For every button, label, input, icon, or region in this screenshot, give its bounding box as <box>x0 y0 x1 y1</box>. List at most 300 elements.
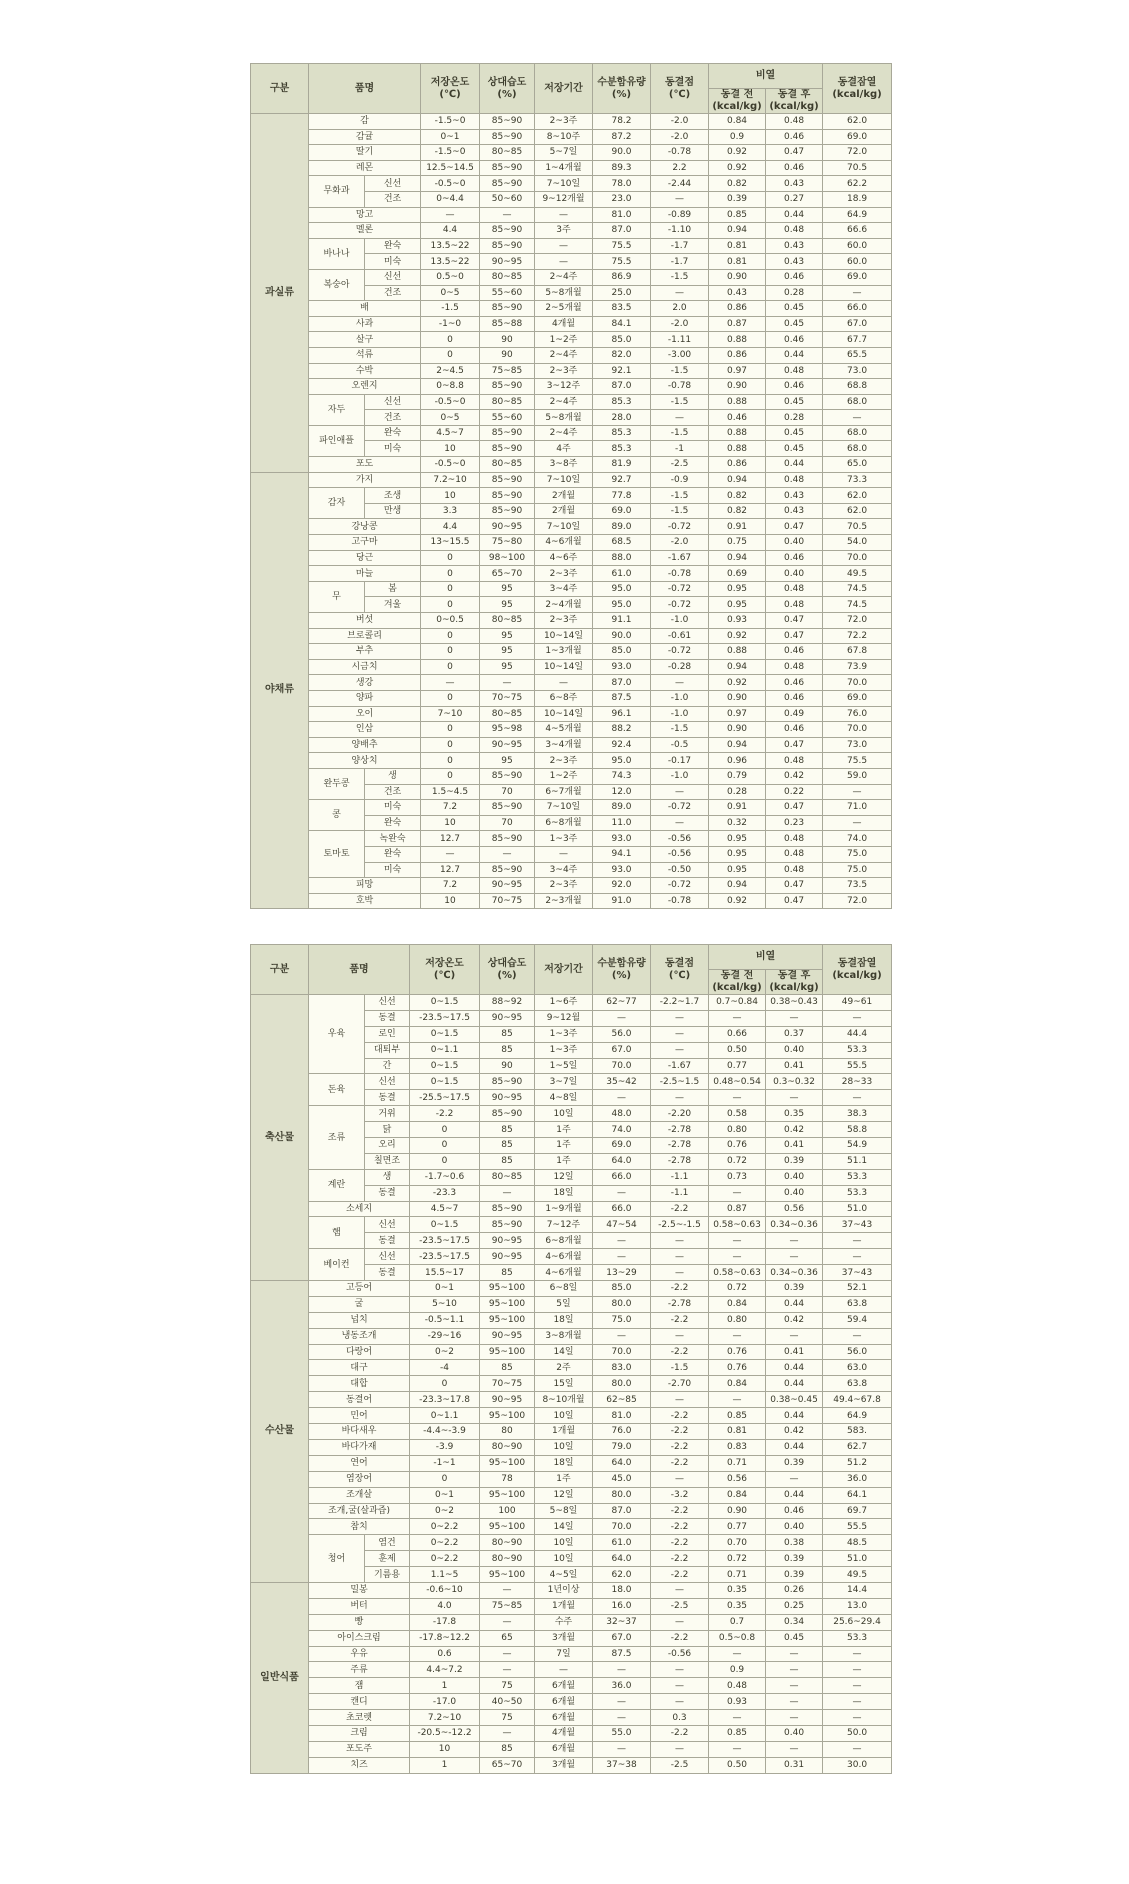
storage-period: 2~5개월 <box>535 301 593 317</box>
freezing-point: — <box>651 1662 709 1678</box>
storage-temp: -0.5~0 <box>421 176 480 192</box>
storage-period: 1주 <box>535 1122 593 1138</box>
storage-period: 6~8일 <box>535 1281 593 1297</box>
latent-heat: 37~43 <box>823 1265 892 1281</box>
water-content: 90.0 <box>593 628 651 644</box>
relative-humidity: 90 <box>480 347 535 363</box>
relative-humidity: 75 <box>480 1710 535 1726</box>
relative-humidity: 85~90 <box>480 768 535 784</box>
storage-period: 7일 <box>535 1646 593 1662</box>
item-name: 수박 <box>309 363 421 379</box>
storage-period: 3~4개월 <box>535 737 593 753</box>
freezing-point: -2.2 <box>651 1630 709 1646</box>
water-content: — <box>593 1741 651 1757</box>
latent-heat: 38.3 <box>823 1106 892 1122</box>
storage-temp: -2.2 <box>410 1106 480 1122</box>
latent-heat: 59.4 <box>823 1312 892 1328</box>
table-row <box>251 675 892 691</box>
latent-heat: 68.0 <box>823 425 892 441</box>
item-subtype: 미숙 <box>365 441 421 457</box>
specific-heat-after: 0.41 <box>766 1138 823 1154</box>
specific-heat-after: 0.40 <box>766 1185 823 1201</box>
table-row <box>251 800 892 816</box>
latent-heat: 58.8 <box>823 1122 892 1138</box>
water-content: 95.0 <box>593 753 651 769</box>
freezing-point: -1.5 <box>651 363 709 379</box>
specific-heat-after: 0.45 <box>766 1630 823 1646</box>
freezing-point: -0.9 <box>651 472 709 488</box>
specific-heat-after: 0.38~0.45 <box>766 1392 823 1408</box>
table-row <box>251 1662 892 1678</box>
water-content: 45.0 <box>593 1471 651 1487</box>
relative-humidity: 90~95 <box>480 1249 535 1265</box>
water-content: 85.3 <box>593 394 651 410</box>
water-content: 56.0 <box>593 1026 651 1042</box>
water-content: 55.0 <box>593 1725 651 1741</box>
relative-humidity: 85~90 <box>480 425 535 441</box>
latent-heat: 72.0 <box>823 893 892 909</box>
storage-period: 1~3주 <box>535 1026 593 1042</box>
specific-heat-before: 0.56 <box>709 1471 766 1487</box>
item-name: 멜론 <box>309 223 421 239</box>
specific-heat-after: — <box>766 1678 823 1694</box>
specific-heat-before: 0.86 <box>709 347 766 363</box>
specific-heat-before: 0.66 <box>709 1026 766 1042</box>
specific-heat-before: 0.48 <box>709 1678 766 1694</box>
specific-heat-before: 0.43 <box>709 285 766 301</box>
latent-heat: 51.2 <box>823 1455 892 1471</box>
item-subtype: 신선 <box>365 1249 410 1265</box>
specific-heat-before: 0.77 <box>709 1058 766 1074</box>
storage-period: 3~4주 <box>535 862 593 878</box>
storage-period: 1~6주 <box>535 995 593 1011</box>
storage-temp: 12.7 <box>421 862 480 878</box>
table-row <box>251 363 892 379</box>
table-row <box>251 472 892 488</box>
storage-period: — <box>535 675 593 691</box>
storage-temp: 0 <box>421 722 480 738</box>
latent-heat: 62.2 <box>823 176 892 192</box>
table-row <box>251 1503 892 1519</box>
storage-temp: 0 <box>421 347 480 363</box>
storage-temp: -23.5~17.5 <box>410 1233 480 1249</box>
table-row <box>251 457 892 473</box>
specific-heat-before: 0.76 <box>709 1360 766 1376</box>
freezing-point: -2.0 <box>651 535 709 551</box>
latent-heat: — <box>823 1662 892 1678</box>
item-subtype: 건조 <box>365 191 421 207</box>
storage-temp: 12.7 <box>421 831 480 847</box>
freezing-point: -0.78 <box>651 893 709 909</box>
relative-humidity: 95~100 <box>480 1408 535 1424</box>
water-content: 77.8 <box>593 488 651 504</box>
item-name: 딸기 <box>309 145 421 161</box>
specific-heat-before: 0.84 <box>709 114 766 130</box>
item-name: 마늘 <box>309 566 421 582</box>
storage-period: 2~3주 <box>535 114 593 130</box>
item-name: 잼 <box>309 1678 410 1694</box>
specific-heat-after: 0.47 <box>766 737 823 753</box>
relative-humidity: 100 <box>480 1503 535 1519</box>
table-row <box>251 1710 892 1726</box>
latent-heat: 69.0 <box>823 690 892 706</box>
item-name: 오렌지 <box>309 379 421 395</box>
storage-period: 1~2주 <box>535 768 593 784</box>
freezing-point: -1.67 <box>651 1058 709 1074</box>
latent-heat: 583. <box>823 1424 892 1440</box>
storage-period: 3~8개월 <box>535 1328 593 1344</box>
item-name: 아이스크림 <box>309 1630 410 1646</box>
latent-heat: 13.0 <box>823 1598 892 1614</box>
table-row <box>251 1169 892 1185</box>
specific-heat-after: — <box>766 1694 823 1710</box>
specific-heat-after: 0.44 <box>766 207 823 223</box>
freezing-point: -1.5 <box>651 425 709 441</box>
category-label: 수산물 <box>251 1281 309 1583</box>
specific-heat-after: — <box>766 1662 823 1678</box>
freezing-point: -1.1 <box>651 1185 709 1201</box>
water-content: 89.0 <box>593 800 651 816</box>
latent-heat: 67.7 <box>823 332 892 348</box>
storage-period: 18일 <box>535 1185 593 1201</box>
latent-heat: 59.0 <box>823 768 892 784</box>
relative-humidity: 85~90 <box>480 800 535 816</box>
storage-period: 14일 <box>535 1519 593 1535</box>
relative-humidity: 85~90 <box>480 1201 535 1217</box>
specific-heat-before: 0.96 <box>709 753 766 769</box>
item-subtype: 만생 <box>365 503 421 519</box>
water-content: 12.0 <box>593 784 651 800</box>
storage-period: — <box>535 1662 593 1678</box>
storage-temp: 7.2~10 <box>410 1710 480 1726</box>
item-name: 치즈 <box>309 1757 410 1773</box>
relative-humidity: — <box>480 1582 535 1598</box>
freezing-point: -2.2 <box>651 1408 709 1424</box>
relative-humidity: 85~90 <box>480 862 535 878</box>
specific-heat-after: 0.44 <box>766 1376 823 1392</box>
water-content: 67.0 <box>593 1630 651 1646</box>
relative-humidity: 85 <box>480 1026 535 1042</box>
freezing-point: -0.56 <box>651 846 709 862</box>
water-content: 94.1 <box>593 846 651 862</box>
item-name: 청어 <box>309 1535 365 1583</box>
water-content: 87.5 <box>593 1646 651 1662</box>
relative-humidity: 80~90 <box>480 1535 535 1551</box>
specific-heat-after: 0.45 <box>766 394 823 410</box>
relative-humidity: 78 <box>480 1471 535 1487</box>
latent-heat: 73.0 <box>823 737 892 753</box>
water-content: — <box>593 1662 651 1678</box>
freezing-point: -2.78 <box>651 1122 709 1138</box>
specific-heat-before: 0.85 <box>709 1725 766 1741</box>
specific-heat-before: 0.87 <box>709 316 766 332</box>
specific-heat-before: 0.58~0.63 <box>709 1265 766 1281</box>
storage-period: 2~4주 <box>535 394 593 410</box>
header-after-freeze: 동결 후 (kcal/kg) <box>766 89 823 114</box>
freezing-point: -0.78 <box>651 566 709 582</box>
freezing-point: -1.67 <box>651 550 709 566</box>
specific-heat-after: 0.46 <box>766 550 823 566</box>
specific-heat-after: 0.47 <box>766 893 823 909</box>
storage-period: 2~4개월 <box>535 597 593 613</box>
relative-humidity: 70 <box>480 815 535 831</box>
latent-heat: 72.0 <box>823 613 892 629</box>
table-row <box>251 1487 892 1503</box>
item-name: 돈육 <box>309 1074 365 1106</box>
specific-heat-after: — <box>766 1090 823 1106</box>
specific-heat-after: 0.46 <box>766 160 823 176</box>
item-subtype: 신선 <box>365 1074 410 1090</box>
specific-heat-after: 0.23 <box>766 815 823 831</box>
freezing-point: -0.72 <box>651 878 709 894</box>
latent-heat: 60.0 <box>823 254 892 270</box>
table-row <box>251 566 892 582</box>
specific-heat-before: 0.92 <box>709 893 766 909</box>
item-subtype: 건조 <box>365 285 421 301</box>
item-name: 바나나 <box>309 238 365 269</box>
relative-humidity: 85~90 <box>480 176 535 192</box>
specific-heat-before: 0.84 <box>709 1376 766 1392</box>
specific-heat-after: 0.37 <box>766 1026 823 1042</box>
specific-heat-after: 0.40 <box>766 1169 823 1185</box>
item-name: 바다가재 <box>309 1439 410 1455</box>
item-subtype: 미숙 <box>365 862 421 878</box>
storage-temp: -1~1 <box>410 1455 480 1471</box>
item-subtype: 신선 <box>365 394 421 410</box>
water-content: 80.0 <box>593 1296 651 1312</box>
specific-heat-after: 0.42 <box>766 768 823 784</box>
freezing-point: -1.11 <box>651 332 709 348</box>
freezing-point: -2.2 <box>651 1567 709 1583</box>
storage-period: 10일 <box>535 1535 593 1551</box>
relative-humidity: 55~60 <box>480 285 535 301</box>
table-row <box>251 1646 892 1662</box>
header-water: 수분함유량 (%) <box>593 945 651 995</box>
specific-heat-after: 0.41 <box>766 1058 823 1074</box>
relative-humidity: 95~100 <box>480 1519 535 1535</box>
storage-period: 6~8주 <box>535 690 593 706</box>
latent-heat: 63.8 <box>823 1296 892 1312</box>
water-content: 85.0 <box>593 1281 651 1297</box>
latent-heat: 73.9 <box>823 659 892 675</box>
specific-heat-after: 0.43 <box>766 503 823 519</box>
storage-period: 2~3주 <box>535 878 593 894</box>
storage-period: 3~4주 <box>535 581 593 597</box>
water-content: 75.5 <box>593 254 651 270</box>
item-name: 민어 <box>309 1408 410 1424</box>
specific-heat-after: 0.28 <box>766 285 823 301</box>
storage-temp: 0~1.5 <box>410 1217 480 1233</box>
storage-temp: 0~2.2 <box>410 1519 480 1535</box>
item-subtype: 생 <box>365 1169 410 1185</box>
freezing-point: -1.7 <box>651 238 709 254</box>
table-row <box>251 1360 892 1376</box>
specific-heat-after: 0.43 <box>766 488 823 504</box>
header-category: 구분 <box>251 945 309 995</box>
water-content: 37~38 <box>593 1757 651 1773</box>
freezing-point: -0.78 <box>651 145 709 161</box>
freezing-point: -2.2~1.7 <box>651 995 709 1011</box>
table-row <box>251 207 892 223</box>
item-subtype: 동결 <box>365 1090 410 1106</box>
item-name: 시금치 <box>309 659 421 675</box>
specific-heat-after: 0.46 <box>766 1503 823 1519</box>
specific-heat-after: — <box>766 1233 823 1249</box>
storage-temp: 4.4 <box>421 223 480 239</box>
category-label: 과실류 <box>251 114 309 473</box>
header-freeze-point: 동결점 (℃) <box>651 64 709 114</box>
water-content: 28.0 <box>593 410 651 426</box>
water-content: 81.9 <box>593 457 651 473</box>
water-content: 61.0 <box>593 566 651 582</box>
specific-heat-after: 0.48 <box>766 363 823 379</box>
specific-heat-after: 0.44 <box>766 1408 823 1424</box>
freezing-point: -1.0 <box>651 706 709 722</box>
item-name: 포도 <box>309 457 421 473</box>
table-row <box>251 301 892 317</box>
relative-humidity: 80~85 <box>480 457 535 473</box>
specific-heat-after: 0.40 <box>766 1725 823 1741</box>
specific-heat-before: 0.85 <box>709 207 766 223</box>
storage-temp: 0~2.2 <box>410 1551 480 1567</box>
water-content: 90.0 <box>593 145 651 161</box>
relative-humidity: 90~95 <box>480 878 535 894</box>
specific-heat-before: 0.91 <box>709 519 766 535</box>
storage-temp: 0~8.8 <box>421 379 480 395</box>
storage-temp: 7.2 <box>421 800 480 816</box>
water-content: 92.7 <box>593 472 651 488</box>
relative-humidity: — <box>480 1662 535 1678</box>
relative-humidity: 80 <box>480 1424 535 1440</box>
water-content: 16.0 <box>593 1598 651 1614</box>
water-content: 74.0 <box>593 1122 651 1138</box>
storage-period: 9~12월 <box>535 1010 593 1026</box>
table-row <box>251 129 892 145</box>
relative-humidity: 90~95 <box>480 1090 535 1106</box>
relative-humidity: 50~60 <box>480 191 535 207</box>
storage-period: 6~8개월 <box>535 815 593 831</box>
header-before-freeze: 동결 전 (kcal/kg) <box>709 89 766 114</box>
storage-temp: -0.5~0 <box>421 457 480 473</box>
storage-period: 1개월 <box>535 1424 593 1440</box>
item-name: 부추 <box>309 644 421 660</box>
table-row <box>251 1249 892 1265</box>
latent-heat: 68.0 <box>823 441 892 457</box>
water-content: 82.0 <box>593 347 651 363</box>
water-content: 13~29 <box>593 1265 651 1281</box>
storage-temp: -20.5~-12.2 <box>410 1725 480 1741</box>
freezing-point: -2.5~-1.5 <box>651 1217 709 1233</box>
specific-heat-before: 0.46 <box>709 410 766 426</box>
specific-heat-before: 0.92 <box>709 675 766 691</box>
storage-period: 10일 <box>535 1551 593 1567</box>
item-subtype: 신선 <box>365 995 410 1011</box>
freezing-point: -2.78 <box>651 1138 709 1154</box>
relative-humidity: 95~98 <box>480 722 535 738</box>
specific-heat-after: 0.31 <box>766 1757 823 1773</box>
specific-heat-before: 0.72 <box>709 1281 766 1297</box>
item-name: 냉동조개 <box>309 1328 410 1344</box>
latent-heat: 72.0 <box>823 145 892 161</box>
table-row <box>251 425 892 441</box>
latent-heat: 67.0 <box>823 316 892 332</box>
water-content: 23.0 <box>593 191 651 207</box>
table-row <box>251 1757 892 1773</box>
table-row <box>251 223 892 239</box>
latent-heat: 69.0 <box>823 129 892 145</box>
water-content: 64.0 <box>593 1455 651 1471</box>
storage-period: 4~8일 <box>535 1090 593 1106</box>
specific-heat-before: 0.93 <box>709 613 766 629</box>
water-content: 91.1 <box>593 613 651 629</box>
water-content: — <box>593 1710 651 1726</box>
latent-heat: 60.0 <box>823 238 892 254</box>
storage-period: 4~6개월 <box>535 535 593 551</box>
storage-temp: 0~2.2 <box>410 1535 480 1551</box>
freezing-point: -2.2 <box>651 1281 709 1297</box>
table-row <box>251 1741 892 1757</box>
freezing-point: — <box>651 191 709 207</box>
water-content: 80.0 <box>593 1376 651 1392</box>
relative-humidity: 98~100 <box>480 550 535 566</box>
storage-temp: 1 <box>410 1757 480 1773</box>
storage-period: 2~4주 <box>535 425 593 441</box>
table-row <box>251 379 892 395</box>
latent-heat: 55.5 <box>823 1058 892 1074</box>
storage-period: 7~10일 <box>535 519 593 535</box>
relative-humidity: 70 <box>480 784 535 800</box>
specific-heat-before: 0.50 <box>709 1042 766 1058</box>
item-name: 동결어 <box>309 1392 410 1408</box>
relative-humidity: 70~75 <box>480 690 535 706</box>
water-content: — <box>593 1328 651 1344</box>
specific-heat-before: 0.71 <box>709 1455 766 1471</box>
storage-period: 1~3주 <box>535 831 593 847</box>
relative-humidity: 95~100 <box>480 1312 535 1328</box>
latent-heat: 74.5 <box>823 597 892 613</box>
specific-heat-before: 0.72 <box>709 1551 766 1567</box>
specific-heat-before: 0.84 <box>709 1296 766 1312</box>
storage-temp: 13.5~22 <box>421 238 480 254</box>
relative-humidity: 80~85 <box>480 145 535 161</box>
freezing-point: -0.56 <box>651 1646 709 1662</box>
specific-heat-after: 0.46 <box>766 129 823 145</box>
latent-heat: 73.0 <box>823 363 892 379</box>
relative-humidity: 40~50 <box>480 1694 535 1710</box>
freezing-point: -2.2 <box>651 1551 709 1567</box>
latent-heat: 25.6~29.4 <box>823 1614 892 1630</box>
freezing-point: — <box>651 1392 709 1408</box>
storage-period: 1주 <box>535 1153 593 1169</box>
relative-humidity: — <box>480 207 535 223</box>
storage-period: 3~12주 <box>535 379 593 395</box>
specific-heat-before: 0.48~0.54 <box>709 1074 766 1090</box>
storage-temp: — <box>421 846 480 862</box>
relative-humidity: 85 <box>480 1138 535 1154</box>
water-content: 18.0 <box>593 1582 651 1598</box>
freezing-point: -2.2 <box>651 1725 709 1741</box>
freezing-point: — <box>651 1249 709 1265</box>
storage-temp: -17.0 <box>410 1694 480 1710</box>
freezing-point: -0.5 <box>651 737 709 753</box>
latent-heat: 70.5 <box>823 160 892 176</box>
storage-temp: 0~1 <box>410 1487 480 1503</box>
relative-humidity: 80~85 <box>480 613 535 629</box>
specific-heat-after: 0.47 <box>766 878 823 894</box>
latent-heat: 70.0 <box>823 550 892 566</box>
latent-heat: — <box>823 1328 892 1344</box>
relative-humidity: 85 <box>480 1360 535 1376</box>
